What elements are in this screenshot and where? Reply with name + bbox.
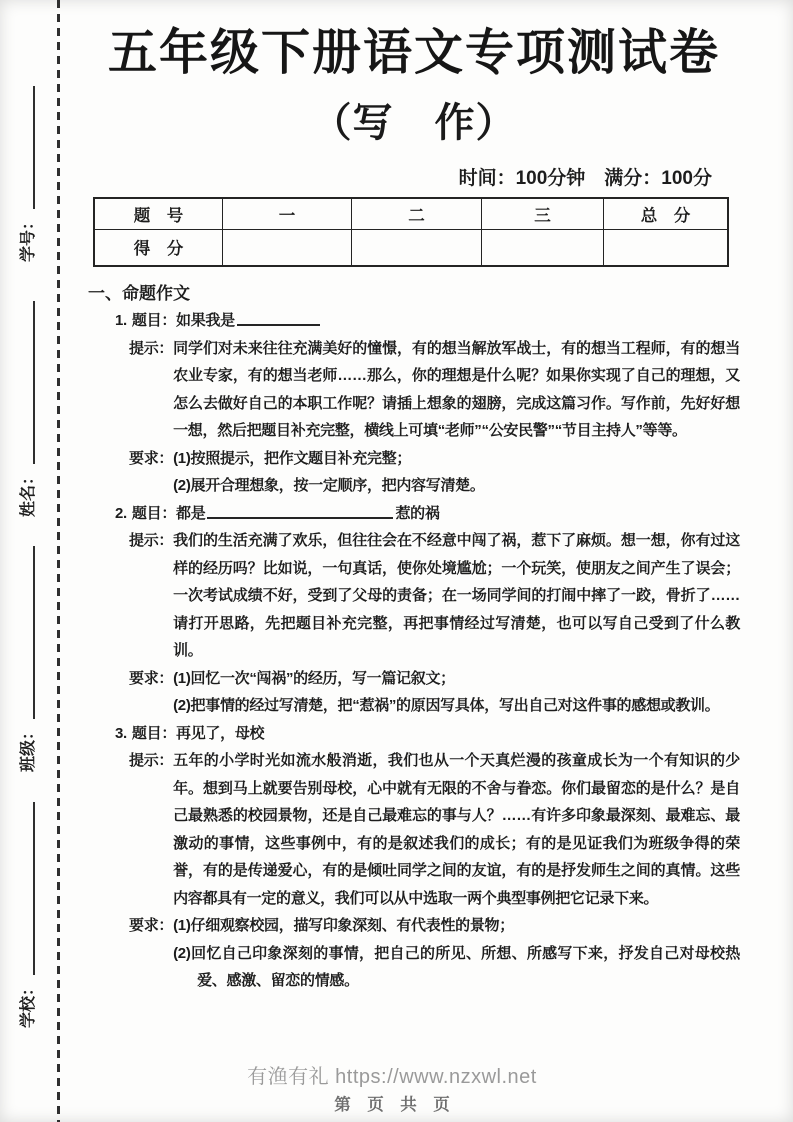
time-score-info: 时间：100分钟 满分：100分 [458, 167, 712, 189]
score-cell [223, 229, 352, 266]
page-subtitle: （写 作） [311, 100, 517, 145]
page-title: 五年级下册语文专项测试卷 [107, 26, 720, 80]
school-blank [33, 802, 35, 975]
score-table-header-cell: 二 [352, 198, 482, 230]
title-text: 如果我是 [176, 312, 235, 330]
page-footer [62, 1060, 722, 1115]
student-id-label: 学号： [20, 213, 37, 262]
requirements-label: 要求： [129, 917, 174, 935]
question-2 [88, 500, 740, 720]
question-2-requirements [88, 665, 740, 720]
requirement-item: (1)仔细观察校园，描写印象深刻、有代表性的景物； [173, 917, 514, 935]
requirement-item: (2)把事情的经过写清楚，把“惹祸”的原因写具体，写出自己对这件事的感想或教训。 [173, 697, 720, 715]
section-heading: 一、命题作文 [88, 283, 190, 303]
requirements-list [173, 912, 740, 995]
student-name-field [12, 301, 38, 517]
score-row-label: 得 分 [94, 229, 223, 266]
title-fill-blank [207, 504, 393, 519]
title-label: 题目： [131, 724, 177, 742]
title-label: 题目： [131, 312, 177, 330]
question-number: 2. [115, 504, 127, 522]
title-fill-blank [237, 311, 320, 326]
paper-body [88, 280, 740, 995]
question-3-requirements [88, 912, 740, 995]
requirement-item: (2)回忆自己印象深刻的事情，把自己的所见、所想、所感写下来，抒发自己对母校热爱、感激、留恋的情感。 [173, 944, 740, 990]
seal-dashed-line [57, 0, 60, 1122]
score-table-header-cell: 一 [223, 198, 352, 230]
watermark-brand-url: 有渔有礼 https://www.nzxwl.net [247, 1066, 537, 1088]
score-table-header-cell: 题 号 [94, 198, 223, 230]
question-number: 1. [115, 312, 127, 330]
question-1 [88, 307, 740, 500]
hint-label: 提示： [129, 339, 174, 357]
student-id-blank [33, 86, 35, 209]
question-3 [88, 720, 740, 995]
requirement-item: (2)展开合理想象，按一定顺序，把内容写清楚。 [173, 477, 485, 495]
question-2-hint [88, 527, 740, 665]
school-field [12, 802, 38, 1028]
score-table-header-cell: 三 [482, 198, 604, 230]
question-number: 3. [115, 724, 127, 742]
score-cell [352, 229, 482, 266]
question-3-hint [88, 747, 740, 912]
title-text: 都是 [176, 504, 206, 522]
question-1-requirements [88, 445, 740, 500]
hint-label: 提示： [129, 532, 174, 550]
requirements-label: 要求： [129, 449, 174, 467]
hint-text: 同学们对未来往往充满美好的憧憬，有的想当解放军战士，有的想当工程师，有的想当农业专家，有的想当老师……那么，你的理想是什么呢？如果你实现了自己的理想，又怎么去做好自己的本职工作呢？请插上想象的翅膀，完成这篇习作。写作前，先好好想一想，然后把题目补充完整，横线上可填“老师”“公安民警”“节目主持人”等等。 [173, 339, 740, 440]
requirements-list [173, 665, 740, 720]
school-label: 学校： [20, 979, 37, 1028]
question-1-title [88, 307, 740, 335]
requirements-label: 要求： [129, 669, 174, 687]
score-cell [604, 229, 729, 266]
class-blank [33, 546, 35, 719]
paper-content [88, 0, 740, 995]
question-1-hint [88, 335, 740, 445]
question-3-title [88, 720, 740, 748]
student-name-label: 姓名： [20, 468, 37, 517]
hint-text: 五年的小学时光如流水般消逝，我们也从一个天真烂漫的孩童成长为一个有知识的少年。想到马上就要告别母校，心中就有无限的不舍与眷恋。你们最留恋的是什么？是自己最熟悉的校园景物，还是自己最难忘的事与人？……有许多印象最深刻、最难忘、最激动的事情，这些事例中，有的是叙述我们的成长；有的是见证我们为班级争得的荣誉，有的是传递爱心，有的是倾吐同学之间的友谊，有的是抒发师生之间的真情。这些内容都具有一定的意义，我们可以从中选取一两个典型事例把它记录下来。 [173, 752, 740, 907]
student-name-blank [33, 301, 35, 464]
requirement-item: (1)按照提示，把作文题目补充完整； [173, 449, 412, 467]
hint-label: 提示： [129, 752, 174, 770]
score-table-header-row [94, 198, 728, 230]
score-cell [482, 229, 604, 266]
class-field [12, 546, 38, 772]
score-table-score-row [94, 229, 728, 266]
requirement-item: (1)回忆一次“闯祸”的经历，写一篇记叙文； [173, 669, 455, 687]
title-text-suffix: 惹的祸 [395, 504, 440, 522]
hint-text: 我们的生活充满了欢乐，但往往会在不经意中闯了祸，惹下了麻烦。想一想，你有过这样的经历吗？比如说，一句真话，使你处境尴尬；一个玩笑，使朋友之间产生了误会；一次考试成绩不好，受到了父母的责备；在一场同学间的打闹中摔了一跤，骨折了……请打开思路，先把题目补充完整，再把事情经过写清楚，也可以写自己受到了什么教训。 [173, 532, 740, 660]
requirements-list [173, 445, 740, 500]
score-table-header-cell: 总 分 [604, 198, 729, 230]
question-2-title [88, 500, 740, 528]
score-table [93, 197, 729, 267]
title-text: 再见了，母校 [176, 724, 265, 742]
student-id-field [12, 86, 38, 262]
title-label: 题目： [131, 504, 177, 522]
class-label: 班级： [20, 723, 37, 772]
page-number-line: 第 页 共 页 [334, 1096, 450, 1114]
